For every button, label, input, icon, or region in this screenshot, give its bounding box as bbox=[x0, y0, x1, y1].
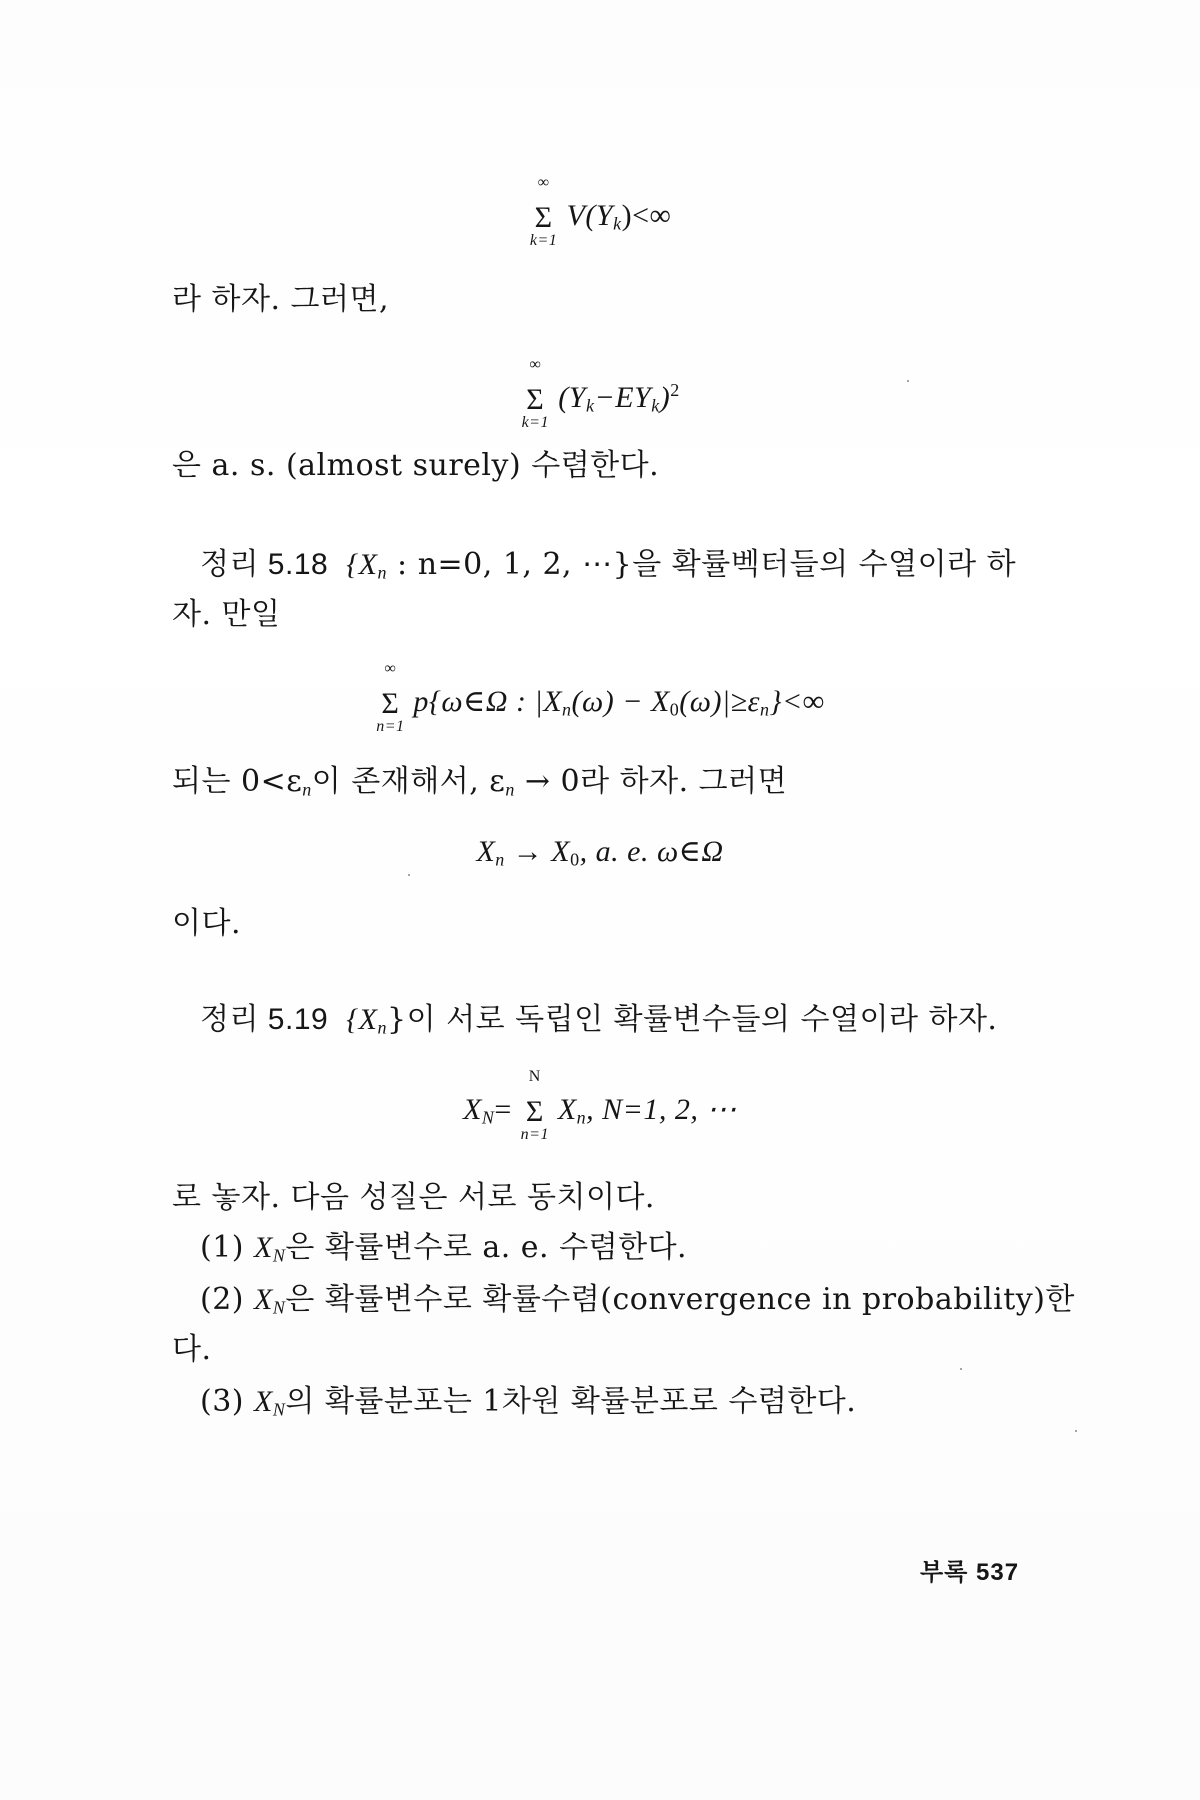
paragraph-text: 자. 만일 bbox=[172, 597, 281, 632]
list-item-number: (3) bbox=[200, 1384, 244, 1419]
summation-symbol: N Σ n=1 bbox=[520, 1068, 549, 1144]
list-item: (2) $X_N$은 확률변수로 확률수렴(convergence in probability)한 bbox=[200, 1282, 1075, 1318]
paragraph-text: 이다. bbox=[172, 906, 241, 941]
list-item: (1) $X_N$은 확률변수로 a. e. 수렴한다. bbox=[200, 1230, 688, 1266]
speck-mark bbox=[960, 1368, 962, 1370]
list-item-number: (1) bbox=[200, 1230, 244, 1265]
paragraph-text: 로 놓자. 다음 성질은 서로 동치이다. bbox=[172, 1180, 655, 1215]
summation-symbol: ∞ Σ k=1 bbox=[521, 355, 549, 431]
equation-partial-sum: $X_N=$ N Σ n=1 $X_n$, N=1, 2, ⋯ bbox=[463, 1068, 737, 1144]
summation-symbol: ∞ Σ k=1 bbox=[529, 174, 558, 250]
paragraph-text: 은 a. s. (almost surely) 수렴한다. bbox=[172, 448, 660, 483]
list-item-number: (2) bbox=[200, 1282, 244, 1317]
theorem-5-18: 정리 5.18 {$X_n$ : n=0, 1, 2, ⋯}을 확률벡터들의 수열이라 하 bbox=[200, 547, 1017, 583]
speck-mark bbox=[907, 380, 909, 382]
theorem-label: 정리 5.19 bbox=[200, 1003, 329, 1036]
theorem-label: 정리 5.18 bbox=[200, 548, 329, 581]
speck-mark bbox=[408, 874, 410, 876]
equation-sum-squares: ∞ Σ k=1 $(Y_k-EY_k)^2$ bbox=[521, 355, 680, 431]
theorem-5-19: 정리 5.19 $\{X_n\}$이 서로 독립인 확률변수들의 수열이라 하자. bbox=[200, 1002, 998, 1038]
list-item: (3) $X_N$의 확률분포는 1차원 확률분포로 수렴한다. bbox=[200, 1384, 857, 1420]
paragraph-text: 되는 $0<\varepsilon_n$이 존재해서, $\varepsilon_n \to 0$라 하자. 그러면 bbox=[172, 764, 788, 800]
equation-convergence: $X_n \to X_0$, a. e. ω∈Ω bbox=[476, 835, 724, 870]
paragraph-text: 라 하자. 그러면, bbox=[172, 282, 390, 317]
summation-symbol: ∞ Σ n=1 bbox=[376, 660, 405, 736]
equation-probability-sum: ∞ Σ n=1 p{ω∈Ω : $|X_n(\omega) - X_0(\omega)|\ge\varepsilon_n\}<\infty$ bbox=[376, 660, 825, 736]
page-footer: 부록 537 bbox=[920, 1559, 1020, 1586]
list-item-continuation: 다. bbox=[172, 1332, 212, 1367]
equation-sum-variance: ∞ Σ k=1 $V(Y_k)<\infty$ bbox=[529, 174, 672, 250]
speck-mark bbox=[1075, 1430, 1077, 1432]
